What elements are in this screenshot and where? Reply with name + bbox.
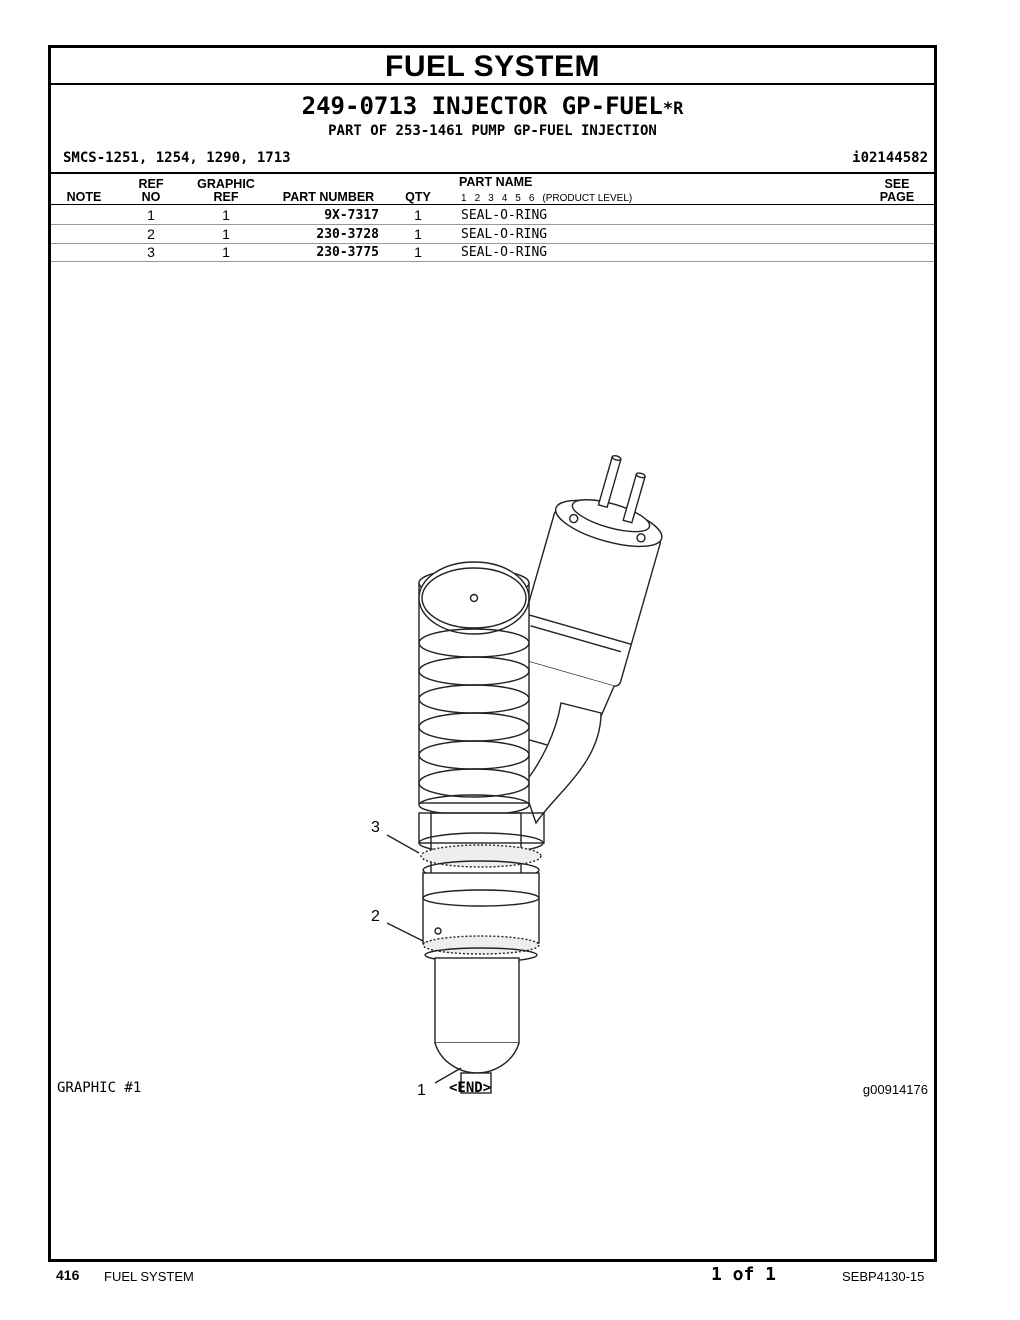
product-levels bbox=[461, 193, 640, 204]
footer-page-of: 1 of 1 bbox=[711, 1264, 777, 1285]
page-frame bbox=[48, 45, 937, 1262]
callout-label-1: 1 bbox=[417, 1082, 426, 1099]
row-divider bbox=[51, 243, 934, 244]
header-see-bottom: PAGE bbox=[879, 190, 915, 204]
row-part-name: SEAL-O-RING bbox=[461, 208, 548, 223]
row-part-number: 230-3775 bbox=[316, 245, 379, 260]
callout-3 bbox=[387, 835, 419, 853]
callout-label-3: 3 bbox=[371, 819, 380, 836]
product-level-label: (PRODUCT LEVEL) bbox=[542, 193, 633, 204]
header-qty: QTY bbox=[405, 190, 431, 204]
level-5: 5 bbox=[515, 193, 521, 204]
smcs-codes: SMCS-1251, 1254, 1290, 1713 bbox=[63, 150, 291, 166]
row-graphic-ref: 1 bbox=[222, 244, 230, 260]
row-graphic-ref: 1 bbox=[222, 226, 230, 242]
row-part-name: SEAL-O-RING bbox=[461, 245, 548, 260]
header-bottom-rule bbox=[51, 204, 934, 205]
footer-section: FUEL SYSTEM bbox=[104, 1269, 194, 1284]
group-title-text: 249-0713 INJECTOR GP-FUEL bbox=[301, 92, 663, 120]
level-4: 4 bbox=[501, 193, 508, 204]
row-divider bbox=[51, 224, 934, 225]
row-divider bbox=[51, 261, 934, 262]
row-qty: 1 bbox=[414, 226, 422, 242]
header-graphic-top: GRAPHIC bbox=[197, 177, 255, 191]
footer-doc-number: SEBP4130-15 bbox=[842, 1269, 925, 1284]
row-ref: 1 bbox=[147, 207, 155, 223]
header-part-name: PART NAME bbox=[459, 175, 533, 189]
header-see-top: SEE bbox=[884, 177, 910, 191]
row-part-number: 9X-7317 bbox=[324, 208, 379, 223]
row-qty: 1 bbox=[414, 207, 422, 223]
level-6: 6 bbox=[528, 193, 535, 204]
row-part-number: 230-3728 bbox=[316, 227, 379, 242]
header-graphic-bottom: REF bbox=[213, 190, 239, 204]
callout-2 bbox=[387, 923, 423, 941]
header-note: NOTE bbox=[66, 190, 102, 204]
table-top-rule bbox=[51, 172, 934, 174]
row-ref: 3 bbox=[147, 244, 155, 260]
document-identifier: i02144582 bbox=[852, 150, 928, 166]
graphic-label: GRAPHIC #1 bbox=[57, 1080, 142, 1096]
row-graphic-ref: 1 bbox=[222, 207, 230, 223]
row-ref: 2 bbox=[147, 226, 155, 242]
header-ref-top: REF bbox=[138, 177, 164, 191]
level-1: 1 bbox=[461, 193, 467, 204]
footer-page-number: 416 bbox=[56, 1267, 80, 1283]
header-part-number: PART NUMBER bbox=[282, 190, 375, 204]
part-of-line: PART OF 253-1461 PUMP GP-FUEL INJECTION bbox=[328, 123, 657, 139]
group-title-suffix: *R bbox=[662, 99, 684, 119]
injector-body bbox=[419, 813, 544, 1093]
end-label: <END> bbox=[449, 1080, 492, 1096]
spring-assembly bbox=[419, 562, 529, 815]
section-title: FUEL SYSTEM bbox=[51, 48, 934, 85]
level-2: 2 bbox=[474, 193, 481, 204]
callout-label-2: 2 bbox=[371, 908, 380, 925]
group-title bbox=[51, 92, 934, 120]
header-ref-bottom: NO bbox=[141, 190, 161, 204]
row-part-name: SEAL-O-RING bbox=[461, 227, 548, 242]
graphic-number: g00914176 bbox=[862, 1082, 928, 1097]
level-3: 3 bbox=[488, 193, 494, 204]
row-qty: 1 bbox=[414, 244, 422, 260]
